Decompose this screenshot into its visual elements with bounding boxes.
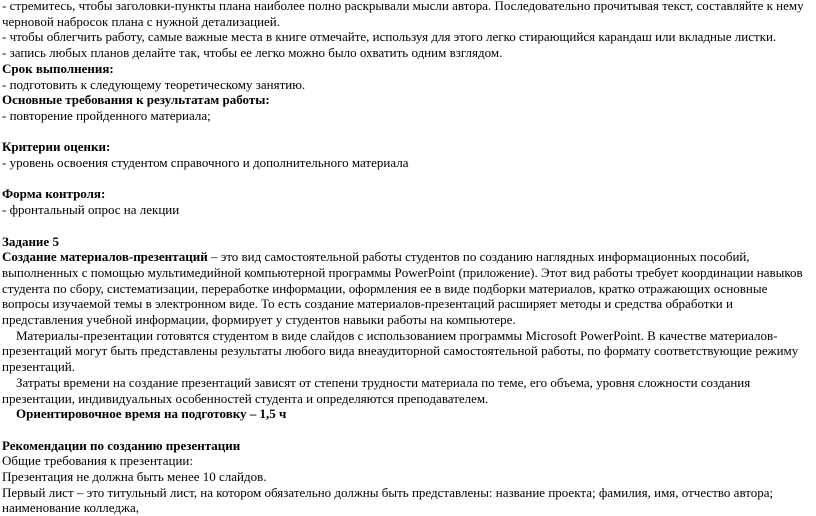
deadline-heading: Срок выполнения: xyxy=(2,60,114,76)
intro-line-1: - стремитесь, чтобы заголовки-пункты плана наиболее полно раскрывали мысли автора. Последовательно прочитывая текст, составляйте к нему черновой набросок плана с нужной детализацией. xyxy=(2,0,804,29)
task-time: Ориентировочное время на подготовку – 1,5 ч xyxy=(16,406,287,422)
recommendations-slides: Презентация не должна быть менее 10 слайдов. xyxy=(2,469,267,485)
requirements-text: - повторение пройденного материала; xyxy=(2,107,211,123)
recommendations-heading: Рекомендации по созданию презентации xyxy=(2,437,241,453)
task-definition-paragraph xyxy=(2,249,814,328)
criteria-heading: Критерии оценки: xyxy=(2,139,111,155)
spacer xyxy=(2,422,814,438)
spacer xyxy=(2,171,814,187)
task-paragraph-3: Затраты времени на создание презентаций зависят от степени трудности материала по теме, его объема, уровня сложности создания презентации, индивидуальных особенностей студента и определяются преподавателем. xyxy=(2,374,751,406)
recommendations-first-slide: Первый лист – это титульный лист, на котором обязательно должны быть представлены: название проекта; фамилия, имя, отчество автора; наименование колледжа, xyxy=(2,484,774,516)
task-paragraph-2: Материалы-презентации готовятся студентом в виде слайдов с использованием программы Microsoft PowerPoint. В качестве материалов-презентаций могут быть представлены результаты любого вида внеаудиторной самостоятельной работы, по формату соответствующие режиму презентаций. xyxy=(2,327,799,375)
intro-line-2: - чтобы облегчить работу, самые важные места в книге отмечайте, используя для этого легко стирающийся карандаш или вкладные листки. xyxy=(2,29,777,45)
task-term: Создание материалов-презентаций xyxy=(2,249,208,265)
criteria-text: - уровень освоения студентом справочного и дополнительного материала xyxy=(2,155,409,171)
requirements-heading: Основные требования к результатам работы: xyxy=(2,92,270,108)
deadline-text: - подготовить к следующему теоретическому занятию. xyxy=(2,76,306,92)
control-heading: Форма контроля: xyxy=(2,186,106,202)
control-text: - фронтальный опрос на лекции xyxy=(2,202,180,218)
task-title: Задание 5 xyxy=(2,233,59,249)
recommendations-general: Общие требования к презентации: xyxy=(2,453,194,469)
spacer xyxy=(2,124,814,140)
intro-line-3: - запись любых планов делайте так, чтобы ее легко можно было охватить одним взглядом. xyxy=(2,45,503,61)
task-definition: – это вид самостоятельной работы студентов по созданию наглядных информационных пособий, выполненных с помощью мультимедийной компьютерной программы PowerPoint (приложение). Этот вид работы требует координации навыков студента по сбору, систематизации, переработке информации, оформления ее в виде подборки материалов, кратко отражающих основные вопросы изучаемой темы в электронном виде. То есть создание материалов-презентаций расширяет методы и средства обработки и представления учебной информации, формирует у студентов навыки работы на компьютере. xyxy=(2,249,803,328)
spacer xyxy=(2,218,814,234)
